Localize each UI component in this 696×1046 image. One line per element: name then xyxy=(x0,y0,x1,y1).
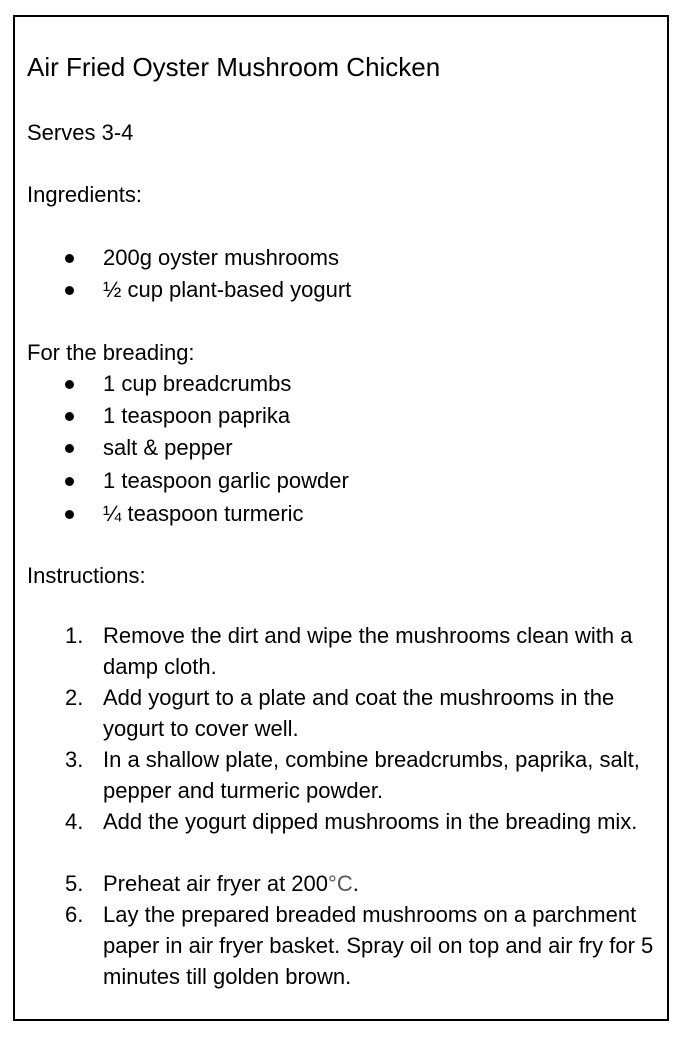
temperature-unit: °C xyxy=(328,871,353,896)
step-text xyxy=(103,868,663,899)
breading-item: 1 cup breadcrumbs xyxy=(103,371,292,396)
breading-heading: For the breading: xyxy=(27,340,195,365)
step-number: 2. xyxy=(65,685,84,710)
ingredients-heading: Ingredients: xyxy=(27,182,142,207)
ingredient-item: ½ cup plant-based yogurt xyxy=(103,277,352,302)
breading-item: 1 teaspoon garlic powder xyxy=(103,468,349,493)
breading-item: salt & pepper xyxy=(103,435,233,460)
step-text: In a shallow plate, combine breadcrumbs, paprika, salt, pepper and turmeric powder. xyxy=(103,747,640,803)
step-text: Lay the prepared breaded mushrooms on a parchment paper in air fryer basket. Spray oil on top and air fry for 5 minutes till golden brown. xyxy=(103,902,654,989)
step-number: 3. xyxy=(65,747,84,772)
step-number: 5. xyxy=(65,871,84,896)
step-number: 6. xyxy=(65,902,84,927)
step-text: Add the yogurt dipped mushrooms in the breading mix. xyxy=(103,809,638,834)
step-number: 4. xyxy=(65,809,84,834)
ingredient-item: 200g oyster mushrooms xyxy=(103,245,339,270)
recipe-title: Air Fried Oyster Mushroom Chicken xyxy=(27,52,441,82)
step-text-prefix: Preheat air fryer at 200 xyxy=(103,871,329,896)
step-text-suffix: . xyxy=(352,871,359,896)
breading-item: ¼ teaspoon turmeric xyxy=(103,501,304,526)
step-text: Remove the dirt and wipe the mushrooms clean with a damp cloth. xyxy=(103,623,633,679)
serves-text: Serves 3-4 xyxy=(27,120,134,145)
instructions-heading: Instructions: xyxy=(27,563,146,588)
step-number: 1. xyxy=(65,623,84,648)
step-text: Add yogurt to a plate and coat the mushrooms in the yogurt to cover well. xyxy=(103,685,615,741)
recipe-card xyxy=(13,15,669,1021)
breading-item: 1 teaspoon paprika xyxy=(103,403,291,428)
